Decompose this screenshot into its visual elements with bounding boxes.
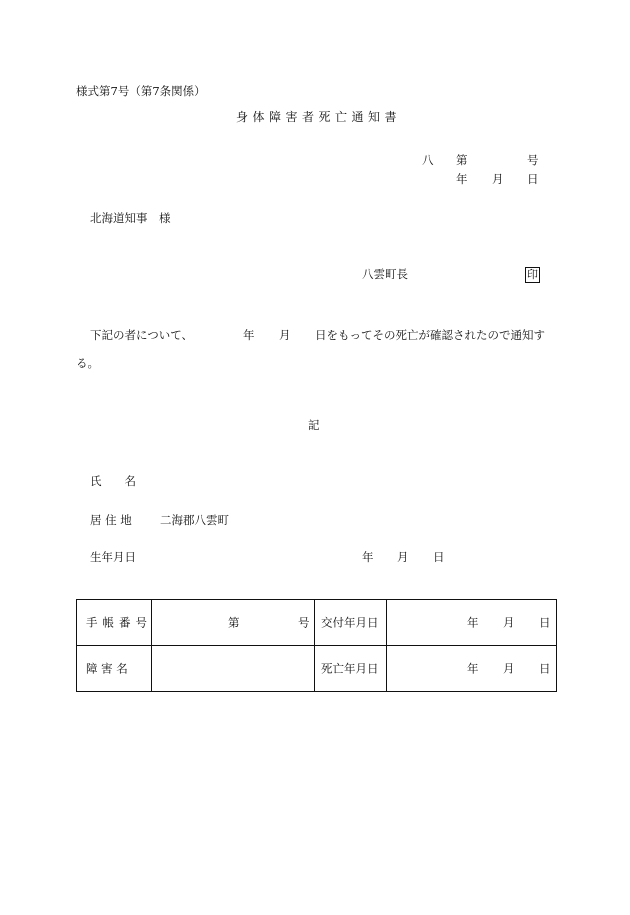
table-row-disability: [77, 646, 557, 692]
body-text: 日をもってその死亡が確認されたので通知す: [315, 328, 545, 342]
birth-label: 生年月日: [90, 550, 136, 564]
disability-name-cell: [152, 646, 315, 692]
death-date-label: 死亡年月日: [321, 660, 379, 675]
issue-date-label-cell: [315, 600, 387, 646]
body-continuation: る。: [76, 356, 99, 370]
info-table: [76, 599, 557, 692]
reference-year: 年: [456, 172, 468, 186]
reference-day: 日: [527, 172, 539, 186]
death-day: 日: [539, 660, 551, 675]
addressee: 北海道知事 様: [90, 211, 171, 225]
ki-heading: 記: [308, 418, 320, 432]
issue-date-cell: [387, 600, 557, 646]
seal-mark: 印: [527, 268, 538, 281]
issue-year: 年: [467, 614, 479, 629]
issue-day: 日: [539, 614, 551, 629]
table-row-handbook: [77, 600, 557, 646]
reference-month: 月: [492, 172, 504, 186]
death-year: 年: [467, 660, 479, 675]
form-number: 様式第7号（第7条関係）: [76, 84, 206, 98]
handbook-dai: 第: [228, 614, 240, 629]
death-date-cell: [387, 646, 557, 692]
body-month: 月: [279, 328, 291, 342]
name-label: 氏 名: [90, 474, 136, 488]
address-label: 居 住 地: [90, 513, 132, 527]
body-year: 年: [243, 328, 255, 342]
handbook-go: 号: [298, 614, 310, 629]
sender-name: 八雲町長: [362, 267, 408, 281]
death-date-label-cell: [315, 646, 387, 692]
disability-name-label: 障 害 名: [86, 660, 128, 675]
reference-dai: 第: [456, 153, 468, 167]
handbook-number-cell: [152, 600, 315, 646]
birth-year: 年: [362, 550, 374, 564]
issue-month: 月: [503, 614, 515, 629]
reference-go: 号: [527, 153, 539, 167]
birth-day: 日: [433, 550, 445, 564]
handbook-number-label-cell: [77, 600, 152, 646]
document-title: 身体障害者死亡通知書: [236, 110, 402, 124]
reference-prefix: 八: [422, 153, 434, 167]
address-value: 二海郡八雲町: [160, 513, 229, 527]
death-month: 月: [503, 660, 515, 675]
handbook-number-label: 手帳番号: [86, 614, 152, 629]
issue-date-label: 交付年月日: [321, 614, 379, 629]
disability-name-label-cell: [77, 646, 152, 692]
body-intro: 下記の者について、: [90, 328, 194, 342]
birth-month: 月: [397, 550, 409, 564]
